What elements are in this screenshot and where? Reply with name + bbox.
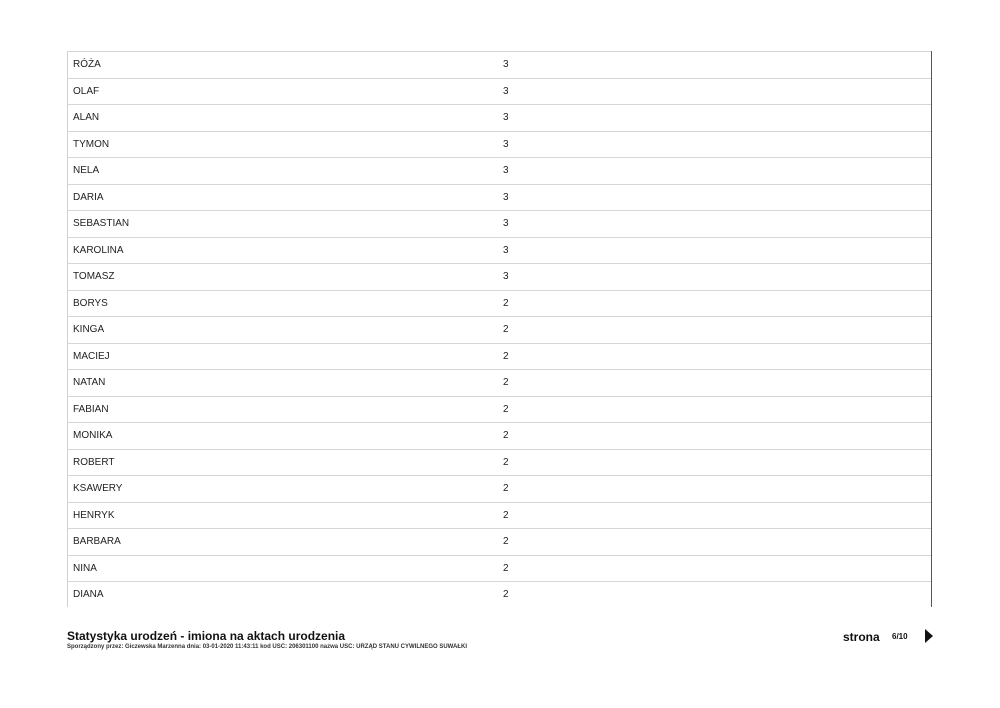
- name-cell: BARBARA: [73, 536, 121, 547]
- table-row: [68, 51, 931, 78]
- name-cell: MONIKA: [73, 430, 113, 441]
- table-row: [68, 502, 931, 529]
- count-cell: 2: [503, 536, 509, 547]
- count-cell: 3: [503, 244, 509, 256]
- count-cell: 3: [503, 85, 509, 97]
- name-cell: BORYS: [73, 297, 108, 309]
- name-cell: KINGA: [73, 324, 105, 335]
- count-cell: 2: [503, 589, 509, 600]
- count-cell: 2: [503, 483, 509, 494]
- table-row: [68, 369, 931, 396]
- name-cell: NELA: [73, 165, 100, 176]
- count-cell: 3: [503, 59, 509, 70]
- name-cell: FABIAN: [73, 403, 109, 415]
- report-metadata: Sporządzony przez: Giczewska Marzenna dnia: 03-01-2020 11:43:11 kod USC: 206301100 nazwa USC: URZĄD STANU CYWILNEGO SUWAŁKI: [67, 644, 468, 650]
- name-cell: TOMASZ: [73, 271, 115, 282]
- count-cell: 2: [503, 377, 509, 388]
- table-row: [68, 210, 931, 237]
- page-footer: [67, 629, 937, 659]
- count-cell: 2: [503, 324, 509, 335]
- name-cell: TYMON: [73, 138, 110, 150]
- table-row: [68, 422, 931, 449]
- count-cell: 2: [503, 562, 509, 574]
- count-cell: 2: [503, 350, 509, 362]
- next-page-icon[interactable]: [925, 629, 933, 643]
- table-row: [68, 343, 931, 370]
- name-cell: HENRYK: [73, 509, 115, 521]
- count-cell: 2: [503, 456, 509, 468]
- name-cell: OLAF: [73, 85, 100, 97]
- table-row: [68, 78, 931, 105]
- name-cell: DIANA: [73, 589, 104, 600]
- name-cell: ROBERT: [73, 456, 115, 468]
- table-row: [68, 396, 931, 423]
- report-title: Statystyka urodzeń - imiona na aktach urodzenia: [67, 629, 346, 643]
- table-row: [68, 475, 931, 502]
- table-row: [68, 290, 931, 317]
- count-cell: 3: [503, 218, 509, 229]
- table-row: [68, 184, 931, 211]
- count-cell: 3: [503, 138, 509, 150]
- name-cell: KSAWERY: [73, 483, 123, 494]
- count-cell: 2: [503, 403, 509, 415]
- name-cell: DARIA: [73, 191, 104, 203]
- count-cell: 3: [503, 191, 509, 203]
- table-row: [68, 263, 931, 290]
- count-cell: 3: [503, 165, 509, 176]
- name-cell: NATAN: [73, 377, 106, 388]
- name-cell: MACIEJ: [73, 350, 110, 362]
- count-cell: 2: [503, 297, 509, 309]
- table-row: [68, 131, 931, 158]
- table-row: [68, 157, 931, 184]
- count-cell: 2: [503, 509, 509, 521]
- name-cell: ALAN: [73, 112, 100, 123]
- table-row: [68, 555, 931, 582]
- table-row: [68, 104, 931, 131]
- table-row: [68, 449, 931, 476]
- table-row: [68, 581, 931, 608]
- names-table: [67, 51, 932, 607]
- count-cell: 3: [503, 271, 509, 282]
- name-cell: KAROLINA: [73, 244, 124, 256]
- count-cell: 3: [503, 112, 509, 123]
- count-cell: 2: [503, 430, 509, 441]
- name-cell: RÓŻA: [73, 59, 101, 70]
- page-number: 6/10: [892, 632, 908, 641]
- table-row: [68, 528, 931, 555]
- table-row: [68, 237, 931, 264]
- name-cell: NINA: [73, 562, 97, 574]
- name-cell: SEBASTIAN: [73, 218, 130, 229]
- table-row: [68, 316, 931, 343]
- page-label: strona: [843, 630, 880, 644]
